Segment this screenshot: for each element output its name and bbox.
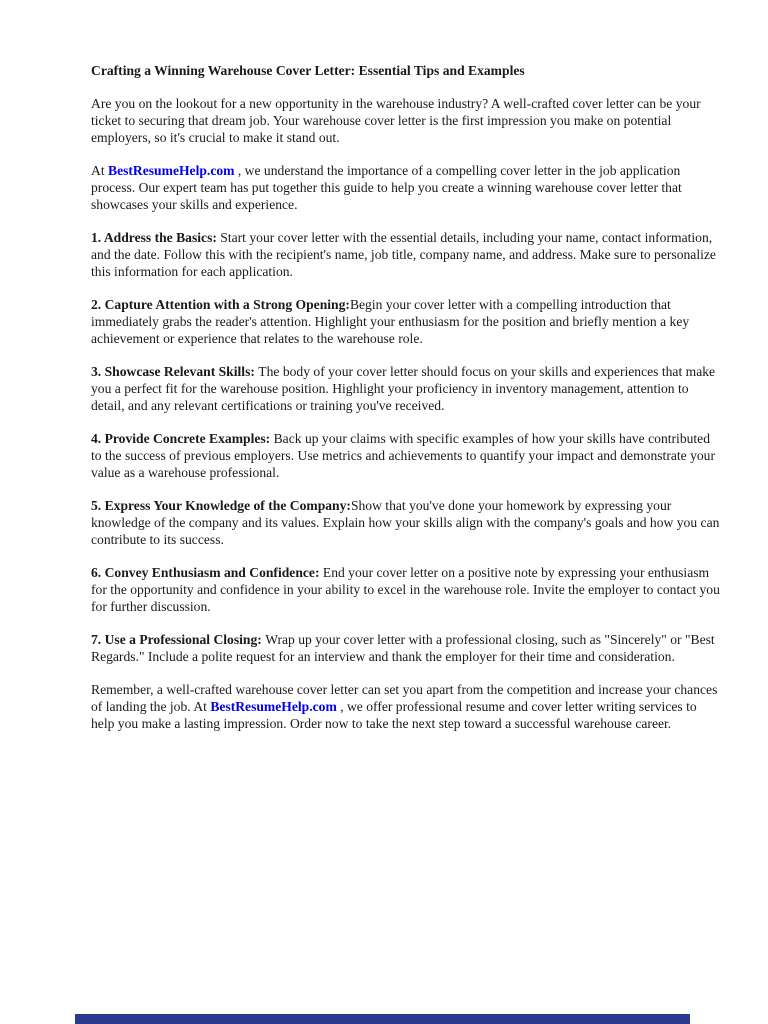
- text-run: Start your cover letter with the essential details, including your name, contact information, and the date. Follow this with the recipient's name, job title, company name, and address. Make sure to personalize this information for each application.: [91, 230, 716, 279]
- next-page-edge: [75, 1014, 690, 1024]
- text-run: Remember, a well-crafted warehouse cover letter can set you apart from the competition and increase your chances of landing the job. At: [91, 682, 718, 714]
- section-heading: 5. Express Your Knowledge of the Company:: [91, 498, 351, 513]
- text-run: Back up your claims with specific examples of how your skills have contributed to the success of previous employers. Use metrics and achievements to quantify your impact and demonstrate your value as a warehouse professional.: [91, 431, 716, 480]
- paragraph: [91, 229, 722, 280]
- paragraph: [91, 681, 722, 732]
- bestresumehelp-link[interactable]: BestResumeHelp.com: [108, 163, 235, 178]
- paragraph: [91, 95, 722, 146]
- paragraph: [91, 497, 722, 548]
- paragraph: [91, 162, 722, 213]
- section-heading: 3. Showcase Relevant Skills:: [91, 364, 259, 379]
- text-run: , we offer professional resume and cover letter writing services to help you make a lasting impression. Order now to take the next step toward a successful warehouse career.: [91, 699, 697, 731]
- section-heading: 4. Provide Concrete Examples:: [91, 431, 274, 446]
- paragraph: [91, 430, 722, 481]
- text-run: Show that you've done your homework by expressing your knowledge of the company and its values. Explain how your skills align with the company's goals and how you can contribute to its success.: [91, 498, 720, 547]
- document-content: [91, 62, 722, 748]
- text-run: Begin your cover letter with a compelling introduction that immediately grabs the reader's attention. Highlight your enthusiasm for the position and briefly mention a key achievement or experience that relates to the warehouse role.: [91, 297, 690, 346]
- section-heading: 1. Address the Basics:: [91, 230, 221, 245]
- paragraph: [91, 631, 722, 665]
- paragraph: [91, 363, 722, 414]
- paragraph: [91, 296, 722, 347]
- text-run: The body of your cover letter should focus on your skills and experiences that make you a perfect fit for the warehouse position. Highlight your proficiency in inventory management, attention to detail, and any relevant certifications or training you've received.: [91, 364, 716, 413]
- text-run: At: [91, 163, 108, 178]
- page-title: Crafting a Winning Warehouse Cover Letter: Essential Tips and Examples: [91, 63, 525, 78]
- paragraph: [91, 564, 722, 615]
- document-body: [91, 95, 722, 732]
- text-run: , we understand the importance of a compelling cover letter in the job application process. Our expert team has put together this guide to help you create a winning warehouse cover letter that showcases your skills and experience.: [91, 163, 682, 212]
- text-run: Wrap up your cover letter with a professional closing, such as "Sincerely" or "Best Regards." Include a polite request for an interview and thank the employer for their time and consideration.: [91, 632, 715, 664]
- section-heading: 2. Capture Attention with a Strong Opening:: [91, 297, 350, 312]
- text-run: End your cover letter on a positive note by expressing your enthusiasm for the opportunity and confidence in your ability to excel in the warehouse role. Invite the employer to contact you for further discussion.: [91, 565, 720, 614]
- bestresumehelp-link[interactable]: BestResumeHelp.com: [210, 699, 337, 714]
- section-heading: 7. Use a Professional Closing:: [91, 632, 266, 647]
- text-run: Are you on the lookout for a new opportunity in the warehouse industry? A well-crafted cover letter can be your ticket to securing that dream job. Your warehouse cover letter is the first impression you make on potential employers, so it's crucial to make it stand out.: [91, 96, 701, 145]
- section-heading: 6. Convey Enthusiasm and Confidence:: [91, 565, 323, 580]
